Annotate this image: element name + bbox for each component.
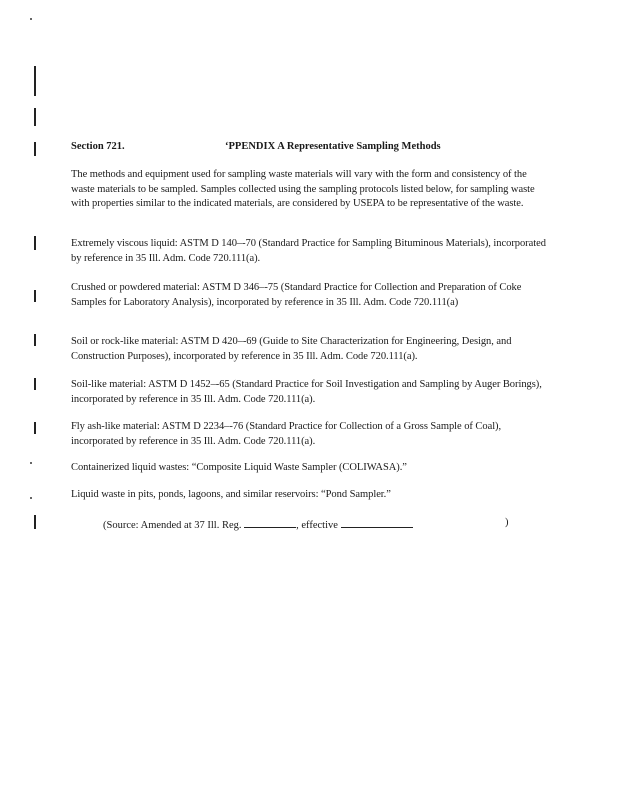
revision-bar xyxy=(34,66,36,96)
margin-mark xyxy=(30,497,32,499)
intro-paragraph: The methods and equipment used for sampling waste materials will vary with the form and consistency of the waste materials to be sampled. Samples collected using the sampling protocols listed below, for sampling waste with properties similar to the indicated materials, are considered by USEPA to be representative of the waste. xyxy=(71,169,535,209)
source-prefix: (Source: Amended at 37 Ill. Reg. xyxy=(103,520,242,531)
register-blank xyxy=(244,517,296,528)
revision-bar xyxy=(34,334,36,346)
method-item-soil-like: Soil-like material: ASTM D 1452–-65 (Standard Practice for Soil Investigation and Sampling by Auger Borings), incorporated by reference in 35 Ill. Adm. Code 720.111(a). xyxy=(71,379,542,405)
margin-mark xyxy=(30,462,32,464)
revision-bar xyxy=(34,142,36,156)
appendix-title: ‘PPENDIX A Representative Sampling Methods xyxy=(225,141,441,152)
section-number: Section 721. xyxy=(71,141,125,152)
effective-date-blank xyxy=(341,517,413,528)
method-item-pond-liquid: Liquid waste in pits, ponds, lagoons, and similar reservoirs: “Pond Sampler.” xyxy=(71,489,391,500)
revision-bar xyxy=(34,290,36,302)
method-item-crushed-material: Crushed or powdered material: ASTM D 346–-75 (Standard Practice for Collection and Preparation of Coke Samples for Laboratory Analysis), incorporated by reference in 35 Ill. Adm. Code 720.111(a) xyxy=(71,282,522,308)
revision-bar xyxy=(34,378,36,390)
margin-mark xyxy=(30,18,32,20)
revision-bar xyxy=(34,422,36,434)
method-item-viscous-liquid: Extremely viscous liquid: ASTM D 140–-70 (Standard Practice for Sampling Bituminous Materials), incorporated by reference in 35 Ill. Adm. Code 720.111(a). xyxy=(71,238,546,264)
source-suffix: ) xyxy=(505,517,509,528)
method-item-containerized-liquid: Containerized liquid wastes: “Composite Liquid Waste Sampler (COLIWASA).” xyxy=(71,462,407,473)
revision-bar xyxy=(34,108,36,126)
source-middle: , effective xyxy=(296,520,338,531)
revision-bar xyxy=(34,236,36,250)
source-note xyxy=(103,517,509,531)
revision-bar xyxy=(34,515,36,529)
method-item-soil-rock: Soil or rock-like material: ASTM D 420–-69 (Guide to Site Characterization for Engineering, Design, and Construction Purposes), incorporated by reference in 35 Ill. Adm. Code 720.111(a). xyxy=(71,336,512,362)
method-item-fly-ash: Fly ash-like material: ASTM D 2234–-76 (Standard Practice for Collection of a Gross Sample of Coal), incorporated by reference in 35 Ill. Adm. Code 720.111(a). xyxy=(71,421,502,447)
